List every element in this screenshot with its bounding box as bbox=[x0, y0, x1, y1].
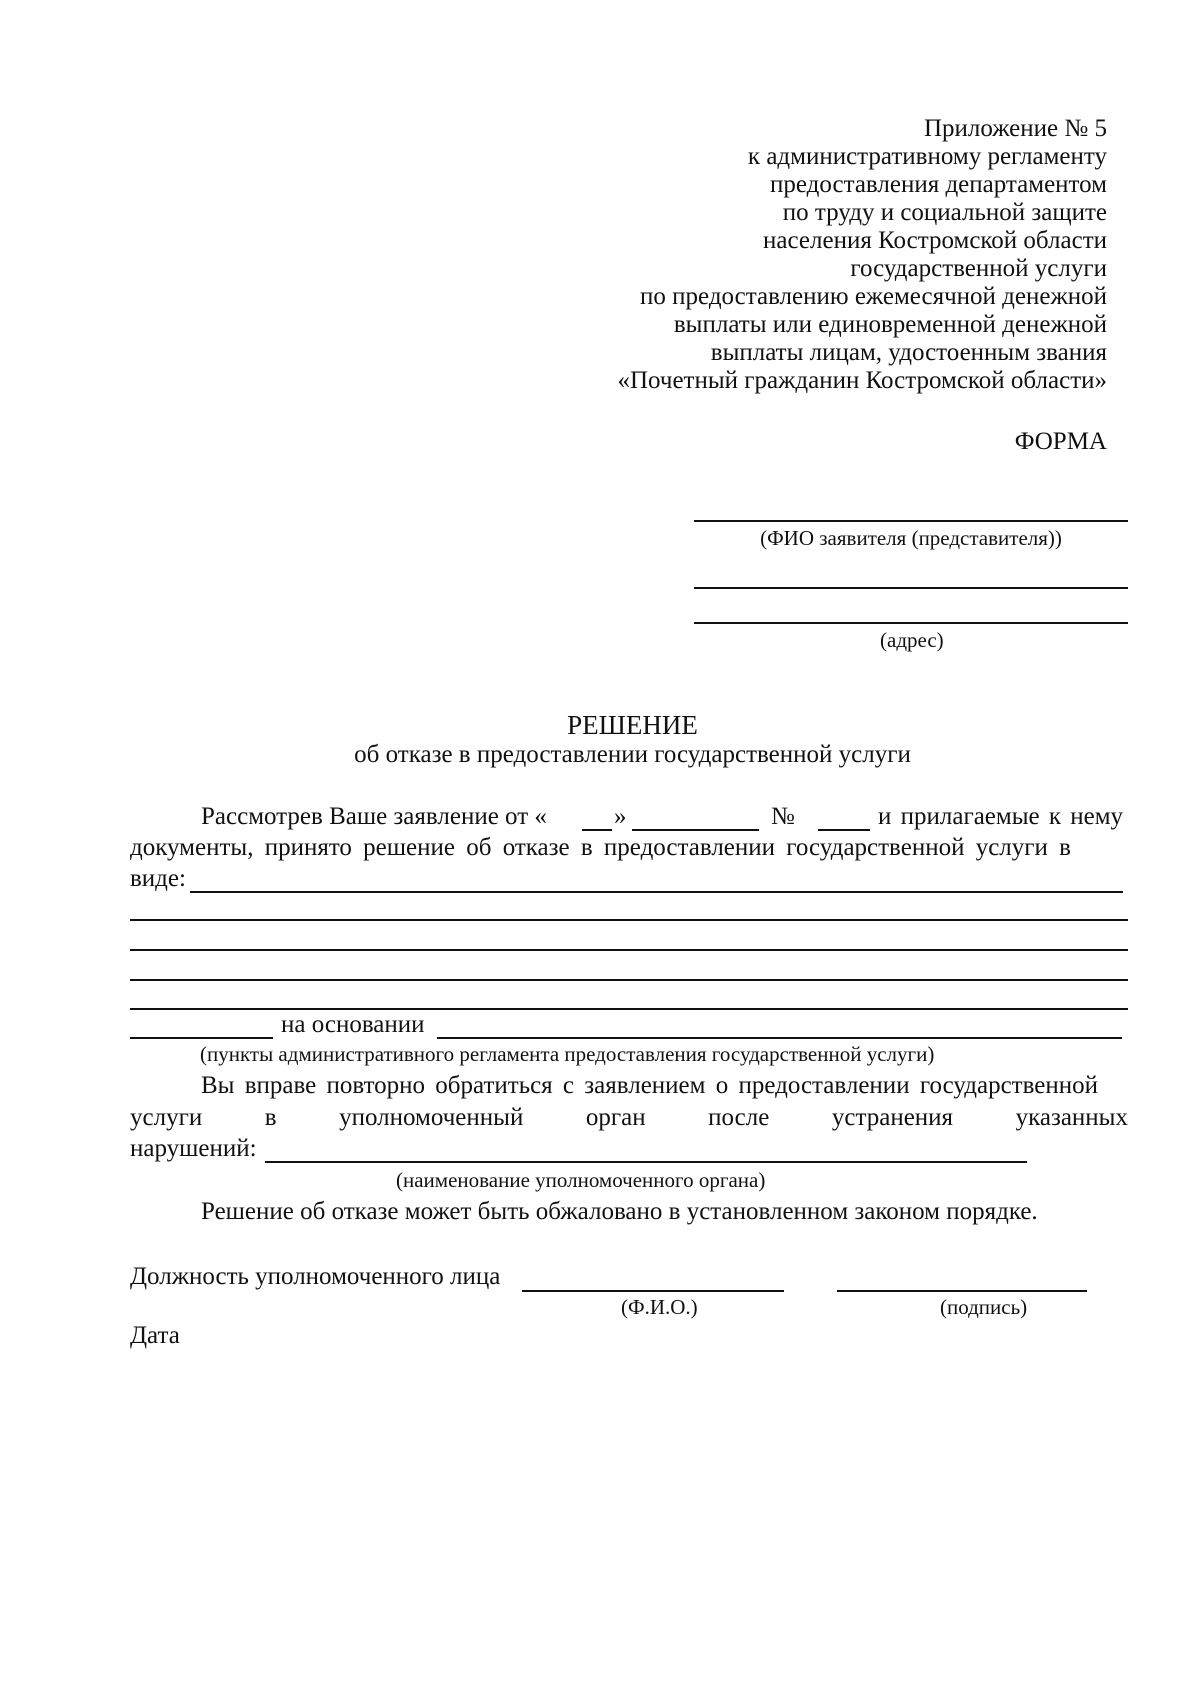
annex-header bbox=[617, 115, 1107, 395]
annex-line: к административному регламенту bbox=[747, 143, 1107, 170]
applicant-name-line[interactable] bbox=[694, 520, 1128, 522]
annex-line: предоставления департаментом bbox=[770, 171, 1107, 198]
address-line-1[interactable] bbox=[694, 587, 1128, 589]
annex-line: выплаты или единовременной денежной bbox=[673, 311, 1107, 338]
date-day-line[interactable] bbox=[582, 829, 612, 831]
p1-line3: виде: bbox=[130, 865, 186, 892]
p2-word: после bbox=[708, 1104, 770, 1131]
date-label: Дата bbox=[130, 1322, 180, 1349]
annex-line: населения Костромской области bbox=[763, 227, 1107, 254]
annex-line: «Почетный гражданин Костромской области» bbox=[617, 367, 1107, 394]
p1-line2: документы, принято решение об отказе в предоставлении государственной услуги в bbox=[130, 834, 1071, 861]
applicant-name-caption: (ФИО заявителя (представителя)) bbox=[760, 526, 1062, 550]
form-label: ФОРМА bbox=[1014, 428, 1107, 455]
p1-quote-close: » bbox=[614, 803, 627, 830]
annex-line: Приложение № 5 bbox=[923, 115, 1107, 142]
position-label: Должность уполномоченного лица bbox=[130, 1263, 501, 1290]
annex-line: государственной услуги bbox=[850, 255, 1107, 282]
p2-line2 bbox=[130, 1104, 1128, 1132]
p1-tail: и прилагаемые к нему bbox=[878, 803, 1124, 830]
document-title: РЕШЕНИЕ bbox=[567, 710, 698, 740]
refusal-text-line-end[interactable] bbox=[130, 1037, 273, 1039]
application-number-line[interactable] bbox=[818, 829, 870, 831]
annex-line: по труду и социальной защите bbox=[782, 199, 1107, 226]
refusal-text-line[interactable] bbox=[130, 979, 1128, 981]
signature-caption: (подпись) bbox=[940, 1295, 1028, 1319]
fio-line[interactable] bbox=[522, 1290, 784, 1292]
p2-word: уполномоченный bbox=[339, 1104, 524, 1131]
date-month-year-line[interactable] bbox=[632, 829, 759, 831]
signature-line[interactable] bbox=[837, 1290, 1087, 1292]
p2-word: устранения bbox=[831, 1104, 954, 1131]
fio-caption: (Ф.И.О.) bbox=[621, 1295, 698, 1319]
p3: Решение об отказе может быть обжаловано в установленном законом порядке. bbox=[201, 1198, 1038, 1225]
p1-start: Рассмотрев Ваше заявление от « bbox=[201, 803, 547, 830]
basis-line[interactable] bbox=[437, 1037, 1122, 1039]
p2-line3: нарушений: bbox=[130, 1135, 257, 1162]
address-line-2[interactable] bbox=[694, 622, 1128, 624]
refusal-text-line[interactable] bbox=[130, 919, 1128, 921]
organ-caption: (наименование уполномоченного органа) bbox=[396, 1168, 766, 1192]
document-subtitle: об отказе в предоставлении государственной услуги bbox=[354, 741, 911, 768]
annex-line: по предоставлению ежемесячной денежной bbox=[640, 283, 1107, 310]
p1-number-sign: № bbox=[771, 803, 795, 830]
p2-word: услуги bbox=[130, 1104, 203, 1131]
basis-label: на основании bbox=[281, 1011, 425, 1038]
authorized-organ-line[interactable] bbox=[265, 1161, 1027, 1163]
refusal-text-line[interactable] bbox=[130, 949, 1128, 951]
annex-line: выплаты лицам, удостоенным звания bbox=[710, 339, 1107, 366]
p2-word: указанных bbox=[1015, 1104, 1128, 1131]
basis-caption: (пункты административного регламента предоставления государственной услуги) bbox=[200, 1042, 935, 1066]
p2-line1: Вы вправе повторно обратиться с заявлением о предоставлении государственной bbox=[201, 1072, 1098, 1099]
refusal-text-line[interactable] bbox=[130, 1008, 1128, 1010]
p2-word: орган bbox=[585, 1104, 646, 1131]
address-caption: (адрес) bbox=[880, 628, 944, 652]
p2-word: в bbox=[264, 1104, 277, 1131]
refusal-form-line[interactable] bbox=[190, 891, 1123, 893]
